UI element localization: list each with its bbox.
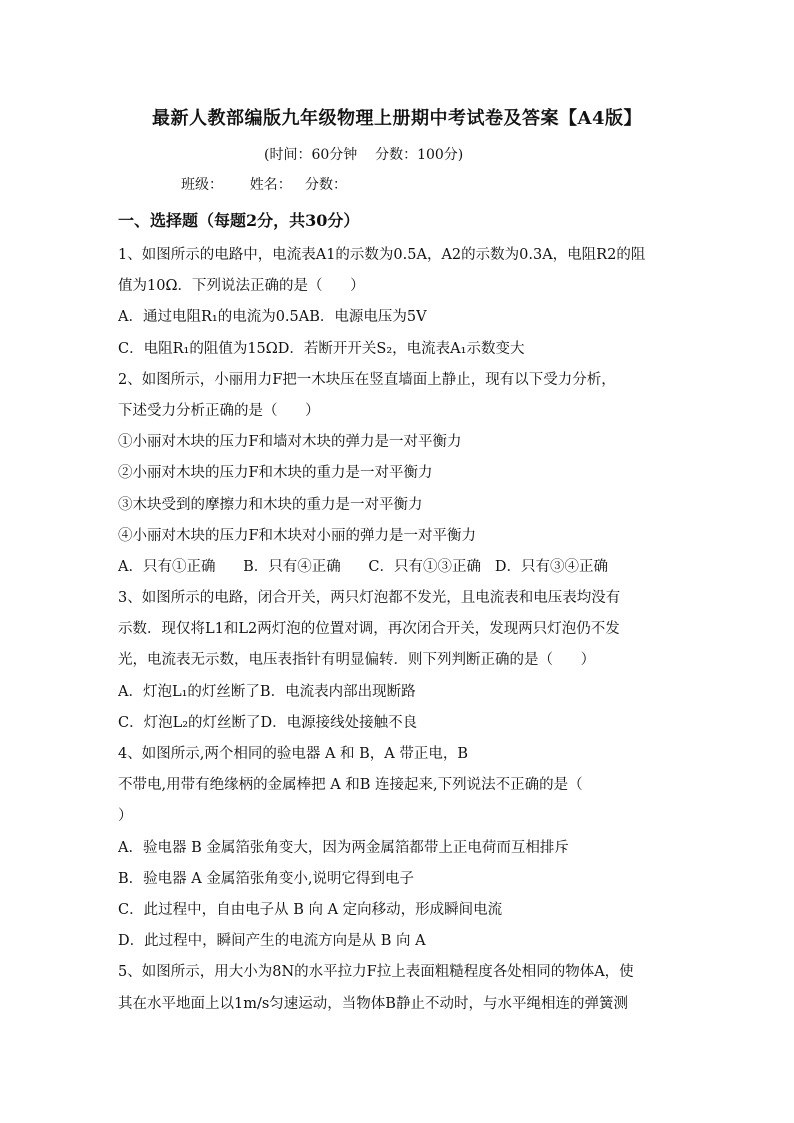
text-line: 值为10Ω．下列说法正确的是（ ） xyxy=(118,278,365,295)
page-title: 最新人教部编版九年级物理上册期中考试卷及答案【A4版】 xyxy=(152,108,642,129)
text-line: 4、如图所示,两个相同的验电器 A 和 B，A 带正电，B xyxy=(118,746,469,762)
text-line: 1、如图所示的电路中，电流表A1的示数为0.5A，A2的示数为0.3A，电阻R2的阻 xyxy=(118,247,646,263)
text-line: ②小丽对木块的压力F和木块的重力是一对平衡力 xyxy=(118,465,433,482)
text-line: 3、如图所示的电路，闭合开关，两只灯泡都不发光，且电流表和电压表均没有 xyxy=(118,590,621,607)
exam-meta: (时间：60分钟 分数：100分) xyxy=(264,147,464,163)
text-line: 5、如图所示，用大小为8N的水平拉力F拉上表面粗糙程度各处相同的物体A，使 xyxy=(118,964,634,981)
text-line: D．此过程中，瞬间产生的电流方向是从 B 向 A xyxy=(118,933,426,950)
text-line: ①小丽对木块的压力F和墙对木块的弹力是一对平衡力 xyxy=(118,434,462,451)
text-line: ③木块受到的摩擦力和木块的重力是一对平衡力 xyxy=(118,496,423,513)
text-line: A．只有①正确 B．只有④正确 C．只有①③正确 D．只有③④正确 xyxy=(118,558,608,575)
question-body xyxy=(118,240,678,1020)
class-name-score-line: 班级： 姓名： 分数： xyxy=(181,177,348,193)
text-line: ④小丽对木块的压力F和木块对小丽的弹力是一对平衡力 xyxy=(118,527,477,544)
text-line: C．电阻R₁的阻值为15ΩD．若断开开关S₂，电流表A₁示数变大 xyxy=(118,340,525,357)
text-line: 2、如图所示，小丽用力F把一木块压在竖直墙面上静止，现有以下受力分析， xyxy=(118,371,616,388)
text-line: 光，电流表无示数，电压表指针有明显偏转．则下列判断正确的是（ ） xyxy=(118,652,596,669)
section-heading: 一、选择题（每题2分，共30分） xyxy=(118,211,360,230)
text-line: C．此过程中，自由电子从 B 向 A 定向移动，形成瞬间电流 xyxy=(118,901,503,918)
text-line: C．灯泡L₂的灯丝断了D．电源接线处接触不良 xyxy=(118,714,418,731)
text-line: B．验电器 A 金属箔张角变小,说明它得到电子 xyxy=(118,870,414,887)
text-line: 示数．现仅将L1和L2两灯泡的位置对调，再次闭合开关，发现两只灯泡仍不发 xyxy=(118,621,620,638)
text-line: A．验电器 B 金属箔张角变大，因为两金属箔都带上正电荷而互相排斥 xyxy=(118,839,569,856)
text-line: 下述受力分析正确的是（ ） xyxy=(118,402,320,419)
text-line: A．灯泡L₁的灯丝断了B．电流表内部出现断路 xyxy=(118,683,416,700)
text-line: ） xyxy=(118,808,133,825)
text-line: 其在水平地面上以1m/s匀速运动，当物体B静止不动时，与水平绳相连的弹簧测 xyxy=(118,995,628,1012)
text-line: A．通过电阻R₁的电流为0.5AB．电源电压为5V xyxy=(118,309,427,326)
text-line: 不带电,用带有绝缘柄的金属棒把 A 和B 连接起来,下列说法不正确的是（ xyxy=(118,777,583,794)
